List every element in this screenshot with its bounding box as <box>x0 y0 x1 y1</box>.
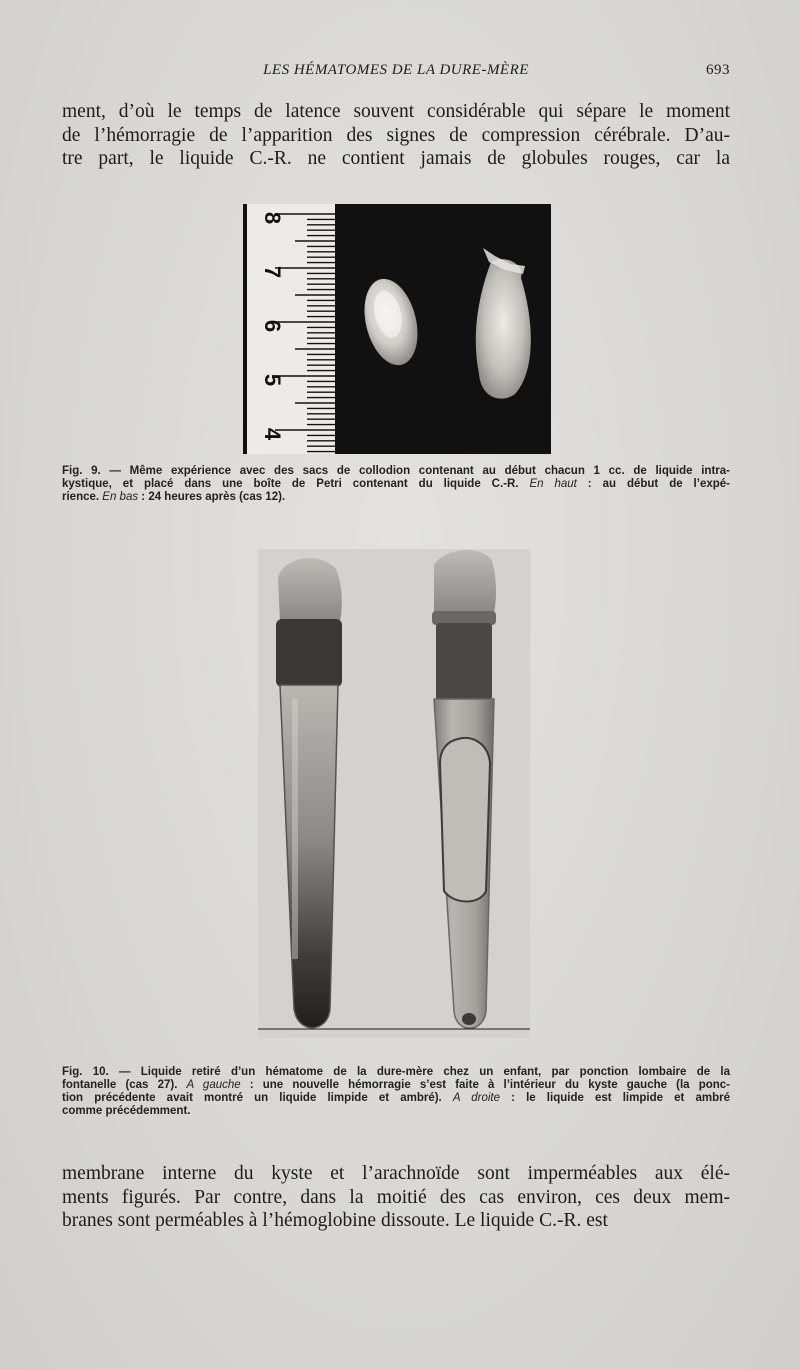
text-line: tre part, le liquide C.-R. ne contient jamais de globules rouges, car la <box>62 148 730 169</box>
ruler-number: 4 <box>260 427 285 441</box>
text-line: de l’hémorragie de l’apparition des signes de compression cérébrale. D’au- <box>62 124 730 146</box>
page-number: 693 <box>706 62 730 78</box>
figure-9-image <box>243 204 551 454</box>
ruler-number: 7 <box>260 265 285 279</box>
figure-10-photo <box>258 549 530 1038</box>
figure-9-caption <box>62 465 730 504</box>
caption-line: Fig. 9. — Même expérience avec des sacs de collodion contenant au début chacun 1 cc. de liquide intra- <box>62 465 730 477</box>
paragraph-top <box>62 100 730 171</box>
text-line: ment, d’où le temps de latence souvent considérable qui sépare le moment <box>62 101 730 122</box>
running-title: LES HÉMATOMES DE LA DURE-MÈRE <box>263 62 529 78</box>
figure-10-caption <box>62 1066 730 1118</box>
caption-line: Fig. 10. — Liquide retiré d’un hématome de la dure-mère chez un enfant, par ponction lombaire de la <box>62 1066 730 1078</box>
caption-line: tion précédente avait montré un liquide limpide et ambré). A droite : le liquide est limpide et ambré <box>62 1092 730 1104</box>
paragraph-bottom <box>62 1162 730 1233</box>
text-line: membrane interne du kyste et l’arachnoïde sont imperméables aux élé- <box>62 1163 730 1184</box>
ruler-number: 8 <box>260 211 285 225</box>
figure-10-image <box>258 549 530 1038</box>
caption-line: comme précédemment. <box>62 1105 191 1117</box>
caption-line: rience. En bas : 24 heures après (cas 12). <box>62 491 286 503</box>
text-line: branes sont perméables à l’hémoglobine dissoute. Le liquide C.-R. est <box>62 1210 608 1231</box>
figure-9-photo <box>243 204 551 454</box>
ruler-number: 6 <box>260 319 285 333</box>
ruler-number: 5 <box>260 373 285 387</box>
text-line: ments figurés. Par contre, dans la moitié des cas environ, ces deux mem- <box>62 1186 730 1208</box>
caption-line: fontanelle (cas 27). A gauche : une nouvelle hémorragie s’est faite à l’intérieur du kyste gauche (la ponc- <box>62 1079 730 1091</box>
running-head <box>62 62 730 84</box>
caption-line: kystique, et placé dans une boîte de Petri contenant du liquide C.-R. En haut : au début de l’expé- <box>62 478 730 490</box>
